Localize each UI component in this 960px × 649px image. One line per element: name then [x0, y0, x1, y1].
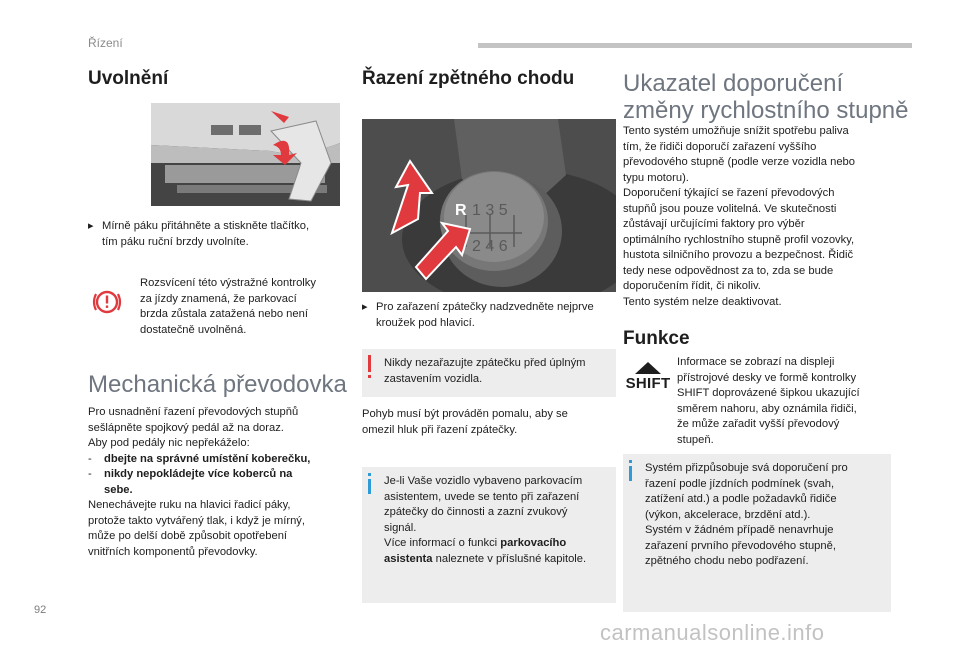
info-line: Systém přizpůsobuje svá doporučení pro — [645, 462, 848, 474]
warn-box-line: zastavením vozidla. — [384, 372, 483, 385]
info-line: zpětného chodu nebo podřazení. — [645, 555, 809, 567]
info-icon — [368, 473, 371, 476]
info-line: (výkon, akcelerace, brzdění atd.). — [645, 508, 811, 521]
info-line: asistentem, uvede se tento při zařazení — [384, 490, 580, 503]
step-line-1: Pro zařazení zpátečky nadzvedněte nejprve — [376, 301, 594, 313]
chapter-title: Řízení — [88, 36, 123, 50]
function-line: že může zařadit vyšší převodový — [677, 418, 840, 430]
parking-assist-link-text: parkovacího — [500, 537, 567, 549]
dash-item-1: - dbejte na správné umístění koberečku, — [88, 452, 311, 465]
manual-line: protože takto vytvářený tlak, i když je mírný, — [88, 514, 305, 527]
info-line: řazení podle jízdních podmínek (svah, — [645, 477, 835, 490]
title-line-2: změny rychlostního stupně — [623, 97, 909, 124]
manual-line: Nenechávejte ruku na hlavici řadicí páky, — [88, 499, 291, 511]
warning-line: Rozsvícení této výstražné kontrolky — [140, 277, 316, 289]
movement-line: omezil hluk při řazení zpátečky. — [362, 423, 518, 436]
info-line: zatížení atd.) a podle požadavků řidiče — [645, 493, 837, 505]
function-line: přístrojové desky ve formě kontrolky — [677, 371, 857, 384]
reverse-movement-text — [362, 407, 568, 438]
warning-exclamation-icon — [368, 355, 371, 372]
brake-warning-text — [140, 276, 316, 338]
movement-line: Pohyb musí být prováděn pomalu, aby se — [362, 408, 568, 420]
info-line: signál. — [384, 521, 417, 534]
intro-line: hustota silničního provozu a bezpečnost. Řidič — [623, 249, 854, 261]
dash-item-2-cont: sebe. — [104, 483, 133, 496]
section-title-gear-indicator — [623, 70, 908, 124]
manual-line: vnitřních komponentů převodovky. — [88, 545, 258, 558]
intro-line: tedy nese odpovědnost za to, zda se bude — [623, 264, 834, 277]
knob-reverse-letter: R — [455, 202, 467, 219]
info-line: zařazení prvního převodového stupně, — [645, 539, 836, 552]
intro-line: Tento systém nelze deaktivovat. — [623, 295, 782, 308]
intro-line: Doporučení týkající se řazení převodových — [623, 187, 835, 199]
section-title-function: Funkce — [623, 328, 690, 349]
knob-top-numbers: 1 3 5 — [472, 202, 508, 219]
manual-line: Aby pod pedály nic nepřekáželo: — [88, 437, 250, 449]
intro-line: optimálního rychlostního stupně profil vozovky, — [623, 233, 855, 246]
page-number: 92 — [34, 604, 47, 616]
info-line: Systém v žádném případě nenavrhuje — [645, 524, 834, 536]
warn-box-line: Nikdy nezařazujte zpátečku před úplným — [384, 357, 586, 369]
brake-warning-icon — [90, 285, 124, 319]
section-title-release: Uvolnění — [88, 68, 169, 89]
knob-bottom-numbers: 2 4 6 — [472, 238, 508, 255]
warning-line: za jízdy znamená, že parkovací — [140, 292, 297, 305]
shift-label: SHIFT — [625, 375, 671, 392]
watermark-text: carmanualsonline.info — [600, 620, 825, 645]
dash-item-2: - nikdy nepokládejte více koberců na — [88, 468, 293, 480]
warning-line: brzda zůstala zatažená nebo není — [140, 308, 308, 320]
section-title-manual-gearbox: Mechanická převodovka — [88, 371, 347, 398]
parking-brake-illustration — [151, 103, 340, 206]
manual-line: Pro usnadnění řazení převodových stupňů — [88, 406, 299, 418]
intro-line: tím, že řidiči doporučí zařazení vyššího — [623, 140, 817, 153]
release-line-1: Mírně páku přitáhněte a stiskněte tlačítko, — [102, 220, 310, 232]
info-line: Je-li Vaše vozidlo vybaveno parkovacím — [384, 475, 583, 487]
intro-line: Tento systém umožňuje snížit spotřebu paliva — [623, 125, 849, 137]
title-line-1: Ukazatel doporučení — [623, 70, 844, 97]
reverse-warning-box — [362, 349, 616, 397]
shift-indicator-icon — [623, 361, 673, 395]
reverse-instruction — [362, 300, 594, 331]
release-instruction — [88, 219, 309, 250]
info-tail: naleznete v příslušné kapitole. — [432, 552, 587, 565]
intro-line: převodového stupně (podle verze vozidla nebo — [623, 156, 855, 168]
function-line: SHIFT doprovázené šipkou ukazující — [677, 387, 860, 399]
step-arrow-icon: ▸ — [88, 220, 94, 232]
gear-indicator-info-box — [623, 454, 891, 612]
function-line: stupeň. — [677, 433, 714, 446]
function-line: Informace se zobrazí na displeji — [677, 356, 835, 368]
warning-line: dostatečně uvolněná. — [140, 323, 247, 336]
intro-line: stupňů jsou pouze volitelná. Ve skutečnosti — [623, 202, 837, 215]
gear-knob-illustration — [362, 119, 616, 292]
section-title-reverse: Řazení zpětného chodu — [362, 68, 575, 89]
function-text — [677, 355, 860, 448]
gear-indicator-intro — [623, 124, 855, 310]
info-line: Více informací o funkci — [384, 537, 501, 549]
intro-line: doporučením řídit, či nikoliv. — [623, 280, 761, 292]
release-line-2: tím páku ruční brzdy uvolníte. — [102, 235, 249, 248]
parking-assist-info-box — [362, 467, 616, 603]
chapter-bar — [478, 43, 912, 48]
step-line-2: kroužek pod hlavicí. — [376, 316, 475, 329]
intro-line: zůstávají určujícími faktory pro výběr — [623, 218, 805, 230]
up-arrow-icon — [623, 361, 673, 375]
info-line: zpátečky do činnosti a zazní zvukový — [384, 506, 568, 518]
info-icon — [629, 460, 632, 463]
manual-line: může po delší době způsobit opotřebení — [88, 530, 288, 542]
function-line: směrem nahoru, aby oznámila řidiči, — [677, 402, 857, 415]
parking-assist-link-text-2: asistenta — [384, 552, 433, 565]
manual-gearbox-text — [88, 405, 310, 560]
intro-line: typu motoru). — [623, 171, 689, 184]
step-arrow-icon: ▸ — [362, 301, 368, 313]
manual-line: sešlápněte spojkový pedál až na doraz. — [88, 421, 284, 434]
